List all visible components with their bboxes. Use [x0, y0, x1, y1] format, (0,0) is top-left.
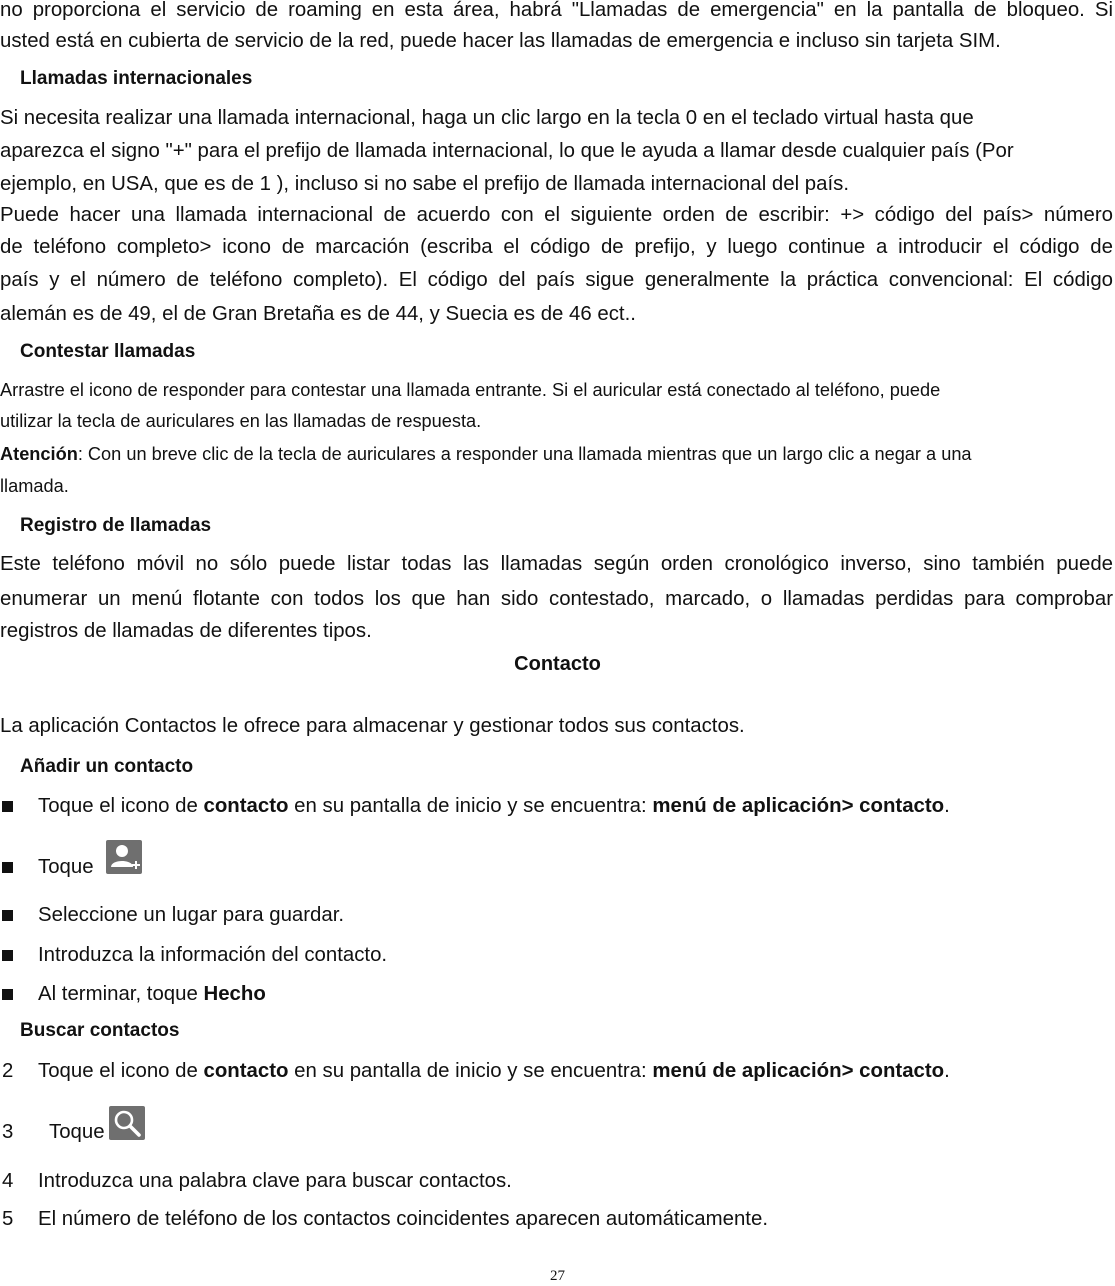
international-p2-line-1: Puede hacer una llamada internacional de acuerdo con el siguiente orden de escribir: +> código del país> número [0, 204, 1113, 226]
search-step-2: Toque [49, 1121, 105, 1143]
search-step-1-contacto: contacto [203, 1060, 289, 1082]
add-step-5 [38, 980, 266, 1009]
heading-call-log: Registro de llamadas [20, 515, 212, 536]
search-step-1-menu: menú de aplicación> contacto [652, 1060, 945, 1082]
section-title-contacto: Contacto [514, 653, 601, 675]
answer-p1-line-2: utilizar la tecla de auriculares en las llamadas de respuesta. [0, 411, 482, 431]
log-p-line-2: enumerar un menú flotante con todos los que han sido contestado, marcado, o llamadas perdidas para comprobar [0, 588, 1113, 610]
heading-answer: Contestar llamadas [20, 341, 196, 362]
log-p-line-3: registros de llamadas de diferentes tipos. [0, 620, 372, 642]
attention-line-2: llamada. [0, 476, 69, 496]
search-step-1-mid: en su pantalla de inicio y se encuentra: [288, 1060, 653, 1082]
bullet-3 [2, 910, 13, 921]
attention-text: : Con un breve clic de la tecla de auriculares a responder una llamada mientras que un largo clic a negar a una [77, 444, 972, 464]
search-step-4: El número de teléfono de los contactos coincidentes aparecen automáticamente. [38, 1208, 768, 1230]
add-step-1-contacto: contacto [203, 795, 289, 817]
attention-label: Atención [0, 444, 78, 464]
search-icon-glyph [109, 1106, 145, 1140]
add-step-2: Toque [38, 856, 94, 878]
add-contact-icon [106, 840, 142, 874]
international-p2-line-2: de teléfono completo> icono de marcación (escriba el código de prefijo, y luego continue a introducir el código de [0, 236, 1113, 258]
add-step-1-menu: menú de aplicación> contacto [652, 795, 945, 817]
bullet-1 [2, 801, 13, 812]
add-step-1-pre: Toque el icono de [38, 795, 204, 817]
answer-p1-line-1: Arrastre el icono de responder para contestar una llamada entrante. Si el auricular está conectado al teléfono, puede [0, 380, 941, 400]
search-icon [109, 1106, 145, 1140]
search-num-2: 3 [2, 1121, 14, 1143]
add-step-4: Introduzca la información del contacto. [38, 944, 388, 966]
search-num-1: 2 [2, 1060, 14, 1082]
international-p1-line-3: ejemplo, en USA, que es de 1 ), incluso si no sabe el prefijo de llamada internacional del país. [0, 173, 849, 195]
add-step-5-pre: Al terminar, toque [38, 983, 204, 1005]
search-step-1-end: . [944, 1060, 950, 1082]
bullet-4 [2, 950, 13, 961]
heading-international: Llamadas internacionales [20, 68, 253, 89]
search-num-3: 4 [2, 1170, 14, 1192]
search-step-3: Introduzca una palabra clave para buscar contactos. [38, 1170, 512, 1192]
add-step-1-mid: en su pantalla de inicio y se encuentra: [288, 795, 653, 817]
international-p1-line-1: Si necesita realizar una llamada internacional, haga un clic largo en la tecla 0 en el teclado virtual hasta que [0, 107, 974, 129]
contact-intro: La aplicación Contactos le ofrece para almacenar y gestionar todos sus contactos. [0, 715, 745, 737]
attention-line [0, 440, 1113, 469]
international-p2-line-4: alemán es de 49, el de Gran Bretaña es de 44, y Suecia es de 46 ect.. [0, 303, 636, 325]
bullet-5 [2, 989, 13, 1000]
bullet-2 [2, 862, 13, 873]
add-step-1 [38, 792, 950, 821]
page-number: 27 [550, 1268, 565, 1284]
search-num-4: 5 [2, 1208, 14, 1230]
search-step-1-pre: Toque el icono de [38, 1060, 204, 1082]
log-p-line-1: Este teléfono móvil no sólo puede listar todas las llamadas según orden cronológico inverso, sino también puede [0, 553, 1113, 575]
international-p2-line-3: país y el número de teléfono completo). El código del país sigue generalmente la práctica convencional: El código [0, 269, 1113, 291]
add-step-1-end: . [944, 795, 950, 817]
heading-add-contact: Añadir un contacto [20, 756, 194, 777]
add-contact-icon-glyph [106, 840, 142, 874]
heading-search-contacts: Buscar contactos [20, 1020, 180, 1041]
add-step-3: Seleccione un lugar para guardar. [38, 904, 345, 926]
intro-line-1: no proporciona el servicio de roaming en esta área, habrá "Llamadas de emergencia" en la pantalla de bloqueo. Si [0, 0, 1113, 21]
intro-line-2: usted está en cubierta de servicio de la red, puede hacer las llamadas de emergencia e incluso sin tarjeta SIM. [0, 30, 1001, 52]
search-step-1 [38, 1057, 950, 1086]
add-step-5-hecho: Hecho [203, 983, 266, 1005]
international-p1-line-2: aparezca el signo "+" para el prefijo de llamada internacional, lo que le ayuda a llamar desde cualquier país (Por [0, 140, 1014, 162]
